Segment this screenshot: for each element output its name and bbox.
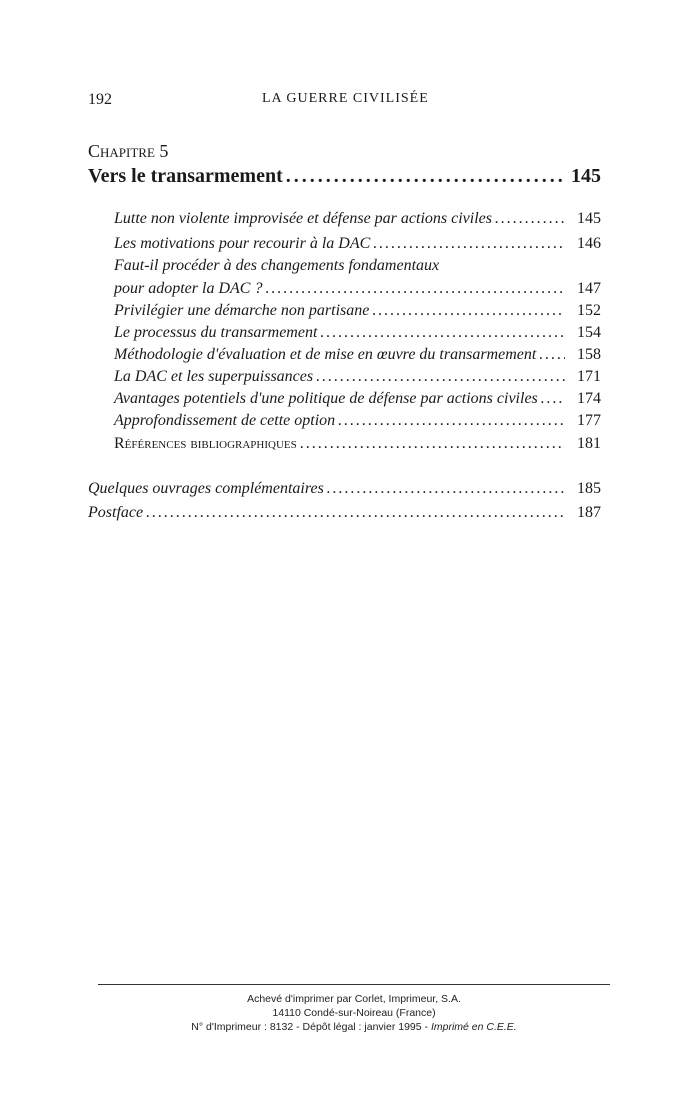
colophon-line: Achevé d'imprimer par Corlet, Imprimeur, S.A. <box>247 993 461 1005</box>
entry-page: 154 <box>577 324 601 341</box>
entry-page: 181 <box>577 435 601 452</box>
dot-leader <box>373 235 565 253</box>
chapter-title-row <box>88 165 601 188</box>
entry-page: 152 <box>577 302 601 319</box>
toc-entry-line1: Faut-il procéder à des changements fondamentaux <box>114 257 440 274</box>
entry-title: Méthodologie d'évaluation et de mise en œuvre du transarmement <box>114 346 537 363</box>
dot-leader <box>286 165 565 188</box>
entry-page: 171 <box>577 368 601 385</box>
entry-title: Références bibliographiques <box>114 435 297 452</box>
colophon-rule <box>98 984 610 985</box>
running-head: LA GUERRE CIVILISÉE <box>262 91 429 106</box>
chapter-label: Chapitre 5 <box>88 141 169 161</box>
toc-entry <box>114 210 601 228</box>
entry-title: Le processus du transarmement <box>114 324 318 341</box>
dot-leader <box>541 390 565 408</box>
entry-page: 177 <box>577 412 601 429</box>
dot-leader <box>539 346 565 364</box>
toc-entry <box>114 412 601 430</box>
entry-title: Les motivations pour recourir à la DAC <box>114 235 371 252</box>
entry-title: Avantages potentiels d'une politique de défense par actions civiles <box>114 390 538 407</box>
colophon-line <box>98 1021 610 1033</box>
dot-leader <box>265 280 565 298</box>
colophon-line: 14110 Condé-sur-Noireau (France) <box>272 1007 436 1019</box>
dot-leader <box>316 368 565 386</box>
entry-page: 145 <box>577 210 601 227</box>
toc-entry <box>114 390 601 408</box>
entry-title: Quelques ouvrages complémentaires <box>88 480 324 497</box>
dot-leader <box>372 302 565 320</box>
entry-title: Lutte non violente improvisée et défense par actions civiles <box>114 210 492 227</box>
dot-leader <box>495 210 565 228</box>
entry-page: 185 <box>577 480 601 497</box>
dot-leader <box>300 435 565 453</box>
toc-entry <box>114 235 601 253</box>
entry-title: Postface <box>88 504 144 521</box>
imprint-place: Imprimé en C.E.E. <box>430 1021 517 1033</box>
entry-title: Approfondissement de cette option <box>114 412 336 429</box>
dot-leader <box>320 324 565 342</box>
entry-page: 158 <box>577 346 601 363</box>
page-number: 192 <box>88 91 112 108</box>
chapter-title: Vers le transarmement <box>88 165 283 187</box>
toc-entry <box>114 435 601 453</box>
entry-page: 174 <box>577 390 601 407</box>
dot-leader <box>146 504 565 522</box>
toc-entry <box>114 324 601 342</box>
legal-deposit-text: N° d'Imprimeur : 8132 - Dépôt légal : janvier 1995 - <box>191 1021 431 1033</box>
entry-page: 187 <box>577 504 601 521</box>
dot-leader <box>338 412 565 430</box>
back-matter-entry <box>88 480 601 498</box>
dot-leader <box>327 480 565 498</box>
back-matter-entry <box>88 504 601 522</box>
toc-entry <box>114 346 601 364</box>
entry-page: 146 <box>577 235 601 252</box>
toc-entry <box>114 368 601 386</box>
chapter-page: 145 <box>571 165 601 187</box>
entry-page: 147 <box>577 280 601 297</box>
entry-title: pour adopter la DAC ? <box>114 280 263 297</box>
entry-title: Privilégier une démarche non partisane <box>114 302 370 319</box>
toc-entry <box>114 302 601 320</box>
entry-title: La DAC et les superpuissances <box>114 368 314 385</box>
toc-entry <box>114 280 601 298</box>
